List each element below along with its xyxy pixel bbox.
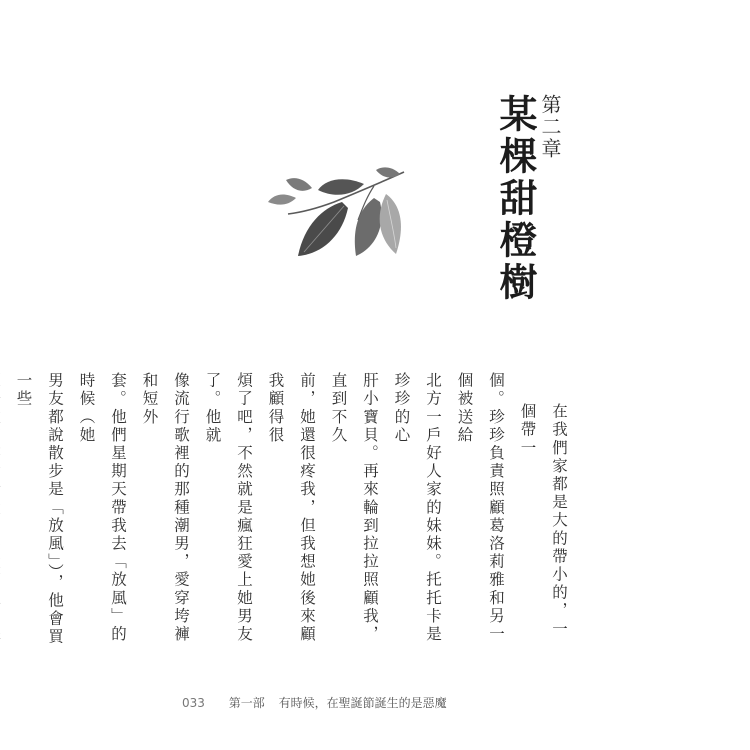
text-line: 個。珍珍負責照顧葛洛莉雅和另一個被送給: [455, 372, 505, 644]
text-line: [0, 372, 7, 648]
chapter-title: 某棵甜橙樹: [493, 94, 538, 304]
text-line: 煩了吧，不然就是瘋狂愛上她男友了。他就: [203, 372, 253, 644]
page-footer: [182, 694, 447, 711]
text-line: 前，她還很疼我，但我想她後來顧我顧得很: [266, 372, 316, 644]
text-line: 北方一戶好人家的妹妹。托托卡是珍珍的心: [392, 372, 442, 644]
body-paragraph: [0, 372, 574, 648]
text-line: 肝小寶貝。再來輪到拉拉照顧我，直到不久: [329, 372, 379, 644]
text-line: 套。他們星期天帶我去「放風」的時候（她: [77, 372, 127, 644]
text-line: 男友都說散步是「放風」），他會買一些: [14, 372, 64, 647]
text-line: 像流行歌裡的那種潮男，愛穿垮褲和短外: [140, 372, 190, 644]
body-text: [0, 372, 574, 648]
leaf-sprig-icon: [262, 158, 408, 270]
text-line: 在我們家都是大的帶小的，一個帶一: [518, 403, 568, 639]
part-label: 第一部: [228, 696, 265, 710]
part-title: 有時候，在聖誕節誕生的是惡魔: [278, 696, 447, 710]
page-number: 033: [182, 696, 205, 710]
chapter-label: 第二章: [538, 94, 562, 160]
